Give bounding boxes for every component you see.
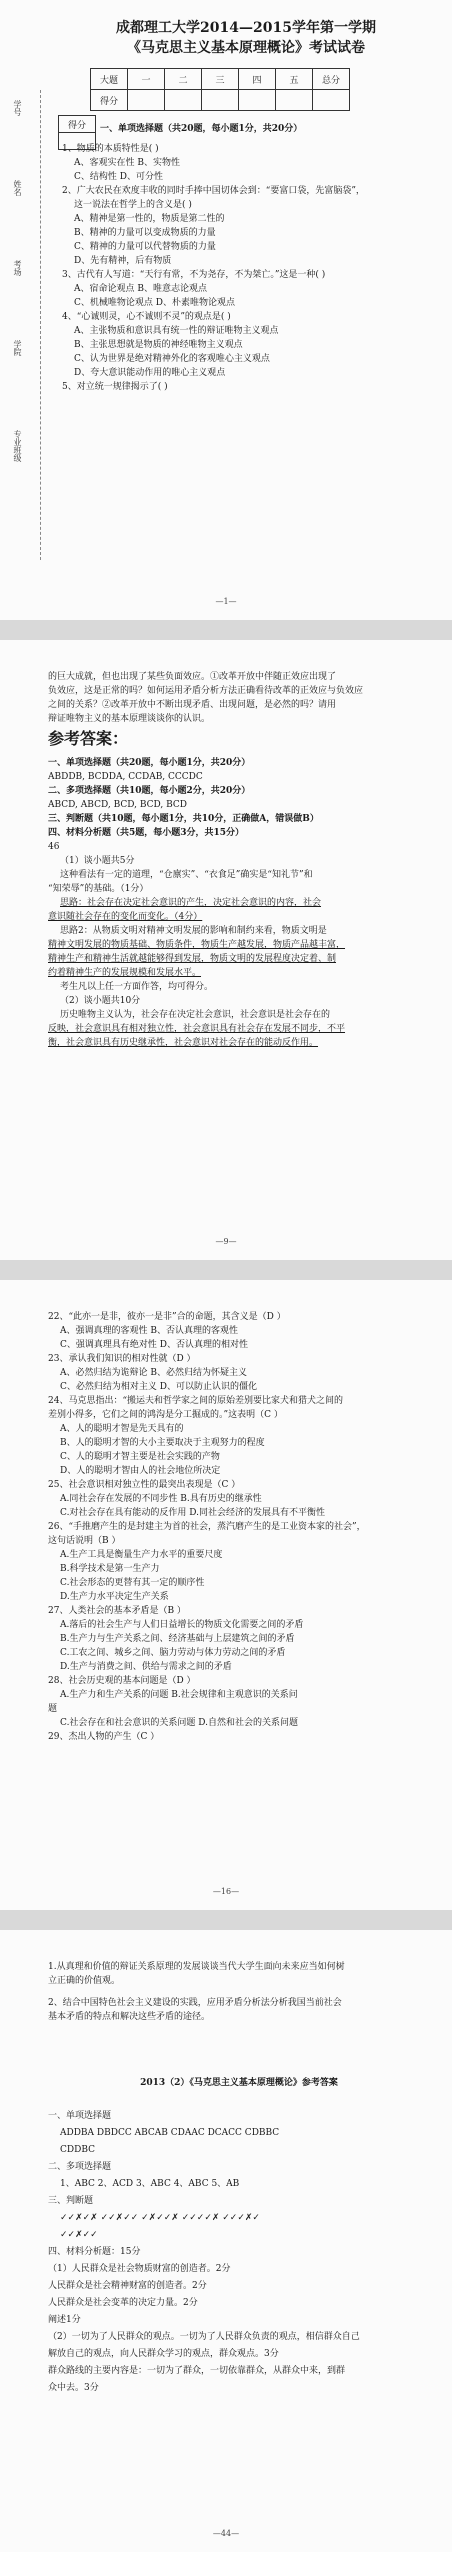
question-line: A、宿命论观点 B、唯意志论观点	[74, 284, 207, 294]
answer-line: 反映，社会意识具有相对独立性，社会意识具有社会存在发展不同步，不平	[48, 1024, 346, 1034]
seal-label: 姓名	[13, 180, 22, 196]
answer-line: ADDBA DBDCC ABCAB CDAAC DCACC CDBBC	[60, 2128, 280, 2138]
question-line: A、主张物质和意识具有统一性的辩证唯物主义观点	[74, 326, 279, 336]
question-line: A、强调真理的客观性 B、否认真理的客观性	[60, 1326, 238, 1336]
score-head: 四	[239, 69, 276, 90]
question-line: 27、人类社会的基本矛盾是（B ）	[48, 1606, 186, 1616]
answer-line: 精神文明发展的物质基础、物质条件，物质生产越发展，物质产品越丰富，	[48, 940, 346, 950]
question-line: 题	[48, 1704, 58, 1714]
answers-heading: 参考答案：	[48, 729, 129, 748]
answer-line: 约着精神生产的发展规模和发展水平。	[48, 968, 202, 978]
question-line: B.生产力与生产关系之间、经济基础与上层建筑之间的矛盾	[60, 1634, 295, 1644]
question-line: 立正确的价值观。	[48, 1976, 121, 1986]
question-line: A、人的聪明才智是先天具有的	[60, 1424, 184, 1434]
section-score-label: 得分	[59, 116, 96, 133]
question-line: D.生产力水平决定生产关系	[60, 1592, 169, 1602]
question-line: 23、承认我们知识的相对性就（D ）	[48, 1354, 196, 1364]
score-head: 一	[128, 69, 165, 90]
exam-page-16	[0, 1280, 452, 1910]
answers-block	[48, 2108, 430, 2397]
seal-label: 学号	[13, 100, 22, 116]
intro-line: 的巨大成就，但也出现了某些负面效应。①改革开放中伴随正效应出现了	[48, 672, 337, 682]
question-line: A、客观实在性 B、实物性	[74, 158, 180, 168]
answer-line: 精神生产和精神生活就越能够得到发展，物质文明的发展程度决定着、制	[48, 954, 337, 964]
answer-line: 解放自己的观点，向人民群众学习的观点，群众观点。3分	[48, 2349, 279, 2359]
answer-line: 一、单项选择题（共20题，每小题1分，共20分）	[48, 758, 251, 768]
answer-line: （2）一切为了人民群众的观点。一切为了人民群众负责的观点，相信群众自己	[48, 2332, 360, 2342]
question-line: C.社会形态的更替有其一定的顺序性	[60, 1578, 205, 1588]
exam-title-2: 《马克思主义基本原理概论》考试试卷	[127, 40, 365, 56]
question-line: C、结构性 D、可分性	[74, 172, 163, 182]
question-line: 差别小得多，它们之间的鸿沟是分工掘成的。”这表明（C ）	[48, 1410, 283, 1420]
question-line: 2、结合中国特色社会主义建设的实践，应用矛盾分析法分析我国当前社会	[48, 1998, 342, 2008]
question-line: 22、“此亦一是非，彼亦一是非”合的命题，其含义是（D ）	[48, 1312, 286, 1322]
answer-line: ✓✓✗✓✓	[60, 2230, 98, 2240]
question-block	[48, 1960, 430, 2024]
intro-line: 负效应，这是正常的吗？如何运用矛盾分析方法正确看待改革的正效应与负效应	[48, 686, 364, 696]
question-line: D、夸大意识能动作用的唯心主义观点	[74, 368, 226, 378]
answers-heading: 2013（2）《马克思主义基本原理概论》参考答案	[140, 2078, 338, 2088]
answer-line: 众中去。3分	[48, 2383, 99, 2393]
question-line: A.落后的社会生产与人们日益增长的物质文化需要之间的矛盾	[60, 1620, 304, 1630]
question-line: 28、社会历史观的基本问题是（D ）	[48, 1676, 196, 1686]
exam-page-1	[0, 0, 452, 620]
section-heading: 一、单项选择题（共20题，每小题1分，共20分）	[100, 124, 303, 134]
exam-title-1: 成都理工大学2014—2015学年第一学期	[116, 20, 376, 36]
answer-line: 人民群众是社会精神财富的创造者。2分	[48, 2281, 207, 2291]
seal-line	[6, 90, 41, 560]
answer-line: 思路：社会存在决定社会意识的产生，决定社会意识的内容，社会	[60, 898, 322, 908]
question-line: A.同社会存在发展的不同步性 B.具有历史的继承性	[60, 1494, 262, 1504]
question-line: A、精神是第一性的，物质是第二性的	[74, 214, 225, 224]
answer-line: 四、材料分析题（共5题，每小题3分，共15分）	[48, 828, 245, 838]
question-line: 26、“手推磨产生的是封建主为首的社会，蒸汽磨产生的是工业资本家的社会”，	[48, 1522, 366, 1532]
seal-label: 专业班级	[13, 430, 22, 462]
answer-line: （2）谈小题共10分	[60, 996, 141, 1006]
question-block	[48, 1310, 430, 1744]
page-number: —1—	[215, 597, 237, 606]
answer-line: “知荣辱”的基础。（1分）	[48, 884, 149, 894]
question-line: 24、马克思指出：“搬运夫和哲学家之间的原始差别要比家犬和猎犬之间的	[48, 1396, 344, 1406]
question-line: C、必然归结为相对主义 D、可以防止认识的僵化	[60, 1382, 257, 1392]
score-head: 二	[165, 69, 202, 90]
question-line: C.对社会存在具有能动的反作用 D.同社会经济的发展具有不平衡性	[60, 1508, 326, 1518]
question-line: C、机械唯物论观点 D、朴素唯物论观点	[74, 298, 235, 308]
answer-line: 一、单项选择题	[48, 2111, 112, 2121]
answer-line: 意识随社会存在的变化而变化。（4分）	[48, 912, 203, 922]
question-line: 3、古代有人写道：“天行有常，不为尧存，不为桀亡。”这是一种( )	[62, 270, 326, 280]
question-line: 4、“心诚则灵，心不诚则不灵”的观点是( )	[62, 312, 231, 322]
page-number: —9—	[215, 1237, 237, 1246]
answer-line: 阐述1分	[48, 2315, 81, 2325]
question-line: B、人的聪明才智的大小主要取决于主观努力的程度	[60, 1438, 265, 1448]
answer-line: 衡，社会意识具有历史继承性，社会意识对社会存在的能动反作用。	[48, 1038, 319, 1048]
score-head: 总分	[313, 69, 350, 90]
page-number: —16—	[212, 1887, 240, 1896]
intro-line: 之间的关系？②改革开放中不断出现矛盾、出现问题，是必然的吗？请用	[48, 700, 337, 710]
question-line: C、强调真理具有绝对性 D、否认真理的相对性	[60, 1340, 248, 1350]
question-block	[62, 142, 434, 394]
answer-line: 三、判断题（共10题，每小题1分，共10分，正确做A，错误做B）	[48, 814, 319, 824]
answer-line: ABDDB, BCDDA, CCDAB, CCCDC	[48, 772, 203, 782]
question-line: D、人的聪明才智由人的社会地位所决定	[60, 1466, 221, 1476]
answer-line: 这种看法有一定的道理，“仓廪实”、“衣食足”确实是“知礼节”和	[60, 870, 313, 880]
score-head: 大题	[91, 69, 128, 90]
question-line: A、必然归结为诡辩论 B、必然归结为怀疑主义	[60, 1368, 247, 1378]
score-head: 五	[276, 69, 313, 90]
question-line: C.社会存在和社会意识的关系问题 D.自然和社会的关系问题	[60, 1718, 299, 1728]
question-line: C、人的聪明才智主要是社会实践的产物	[60, 1452, 220, 1462]
answer-line: 三、判断题	[48, 2196, 94, 2206]
answer-line: 二、多项选择题（共10题，每小题2分，共20分）	[48, 786, 251, 796]
intro-line: 辩证唯物主义的基本原理谈谈你的认识。	[48, 714, 211, 724]
seal-label: 考场	[13, 260, 22, 276]
answer-line: 群众路线的主要内容是：一切为了群众，一切依靠群众，从群众中来，到群	[48, 2366, 346, 2376]
answer-line: CDDBC	[60, 2145, 95, 2155]
question-line: 这一说法在哲学上的含义是( )	[74, 200, 192, 210]
score-table	[90, 68, 350, 111]
question-line: 1、物质的本质特性是( )	[62, 144, 159, 154]
question-line: 2、广大农民在欢度丰收的同时手捧中国切体会到：“要富口袋，先富脑袋”，	[62, 186, 365, 196]
question-line: B、主张思想就是物质的神经唯物主义观点	[74, 340, 243, 350]
question-line: C.工农之间、城乡之间、脑力劳动与体力劳动之间的矛盾	[60, 1648, 286, 1658]
question-line: 29、杰出人物的产生（C ）	[48, 1732, 160, 1742]
question-line: 这句话说明（B ）	[48, 1536, 121, 1546]
question-line: B、精神的力量可以变成物质的力量	[74, 228, 216, 238]
answer-line: 思路2：从物质文明对精神文明发展的影响和制约来看，物质文明是	[60, 926, 327, 936]
score-head: 三	[202, 69, 239, 90]
answer-line: 46	[48, 842, 60, 852]
question-line: 基本矛盾的特点和解决这些矛盾的途径。	[48, 2012, 211, 2022]
question-line: C、精神的力量可以代替物质的力量	[74, 242, 216, 252]
answers-block	[48, 756, 430, 1050]
answer-line: 历史唯物主义认为，社会存在决定社会意识，社会意识是社会存在的	[60, 1010, 331, 1020]
page-number: —44—	[212, 2529, 240, 2538]
score-row-label: 得分	[91, 90, 128, 111]
answer-line: 四、材料分析题：15分	[48, 2247, 141, 2257]
answer-line: （1）谈小题共5分	[60, 856, 135, 866]
answer-line: ABCD, ABCD, BCD, BCD, BCD	[48, 800, 188, 810]
question-line: B.科学技术是第一生产力	[60, 1564, 160, 1574]
answer-line: ✓✓✗✓✗ ✓✓✗✓✓ ✓✗✓✓✗ ✓✓✓✓✗ ✓✓✓✗✓	[60, 2213, 260, 2223]
seal-label: 学院	[13, 340, 22, 356]
question-line: D.生产与消费之间、供给与需求之间的矛盾	[60, 1662, 232, 1672]
answer-line: 考生凡以上任一方面作答，均可得分。	[60, 982, 214, 992]
answer-line: （1）人民群众是社会物质财富的创造者。2分	[48, 2264, 231, 2274]
answer-line: 1、ABC 2、ACD 3、ABC 4、ABC 5、AB	[60, 2179, 240, 2189]
question-line: C、认为世界是绝对精神外化的客观唯心主义观点	[74, 354, 270, 364]
question-line: 5、对立统一规律揭示了( )	[62, 382, 168, 392]
question-line: D、先有精神，后有物质	[74, 256, 172, 266]
exam-page-44	[0, 1930, 452, 2552]
answer-line: 二、多项选择题	[48, 2162, 112, 2172]
intro-block	[48, 670, 430, 726]
question-line: 25、社会意识相对独立性的最突出表现是（C ）	[48, 1480, 241, 1490]
question-line: A.生产工具是衡量生产力水平的重要尺度	[60, 1550, 223, 1560]
answer-line: 人民群众是社会变革的决定力量。2分	[48, 2298, 198, 2308]
question-line: A.生产力和生产关系的问题 B.社会规律和主观意识的关系问	[60, 1690, 298, 1700]
question-line: 1.从真理和价值的辩证关系原理的发展谈谈当代大学生面向未来应当如何树	[48, 1962, 345, 1972]
exam-page-9	[0, 640, 452, 1260]
